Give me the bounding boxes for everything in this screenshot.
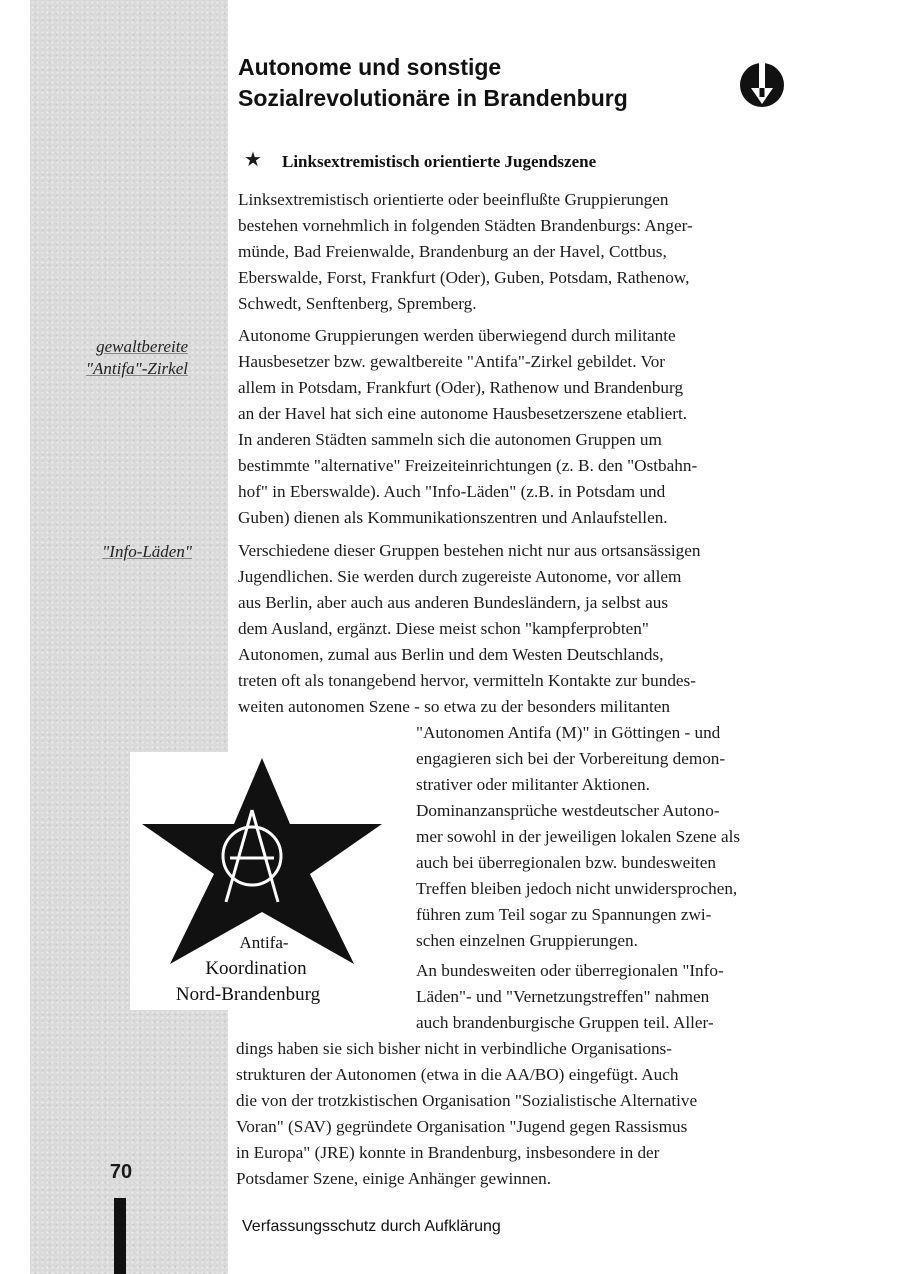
paragraph-2 <box>238 323 697 531</box>
margin-note-line: "Antifa"-Zirkel <box>85 359 188 378</box>
text-line: Dominanzansprüche westdeutscher Autono- <box>416 801 720 820</box>
text-line: bestimmte "alternative" Freizeiteinrichtungen (z. B. den "Ostbahn- <box>238 456 698 475</box>
paragraph-3-continued <box>416 720 740 954</box>
footer-text: Verfassungsschutz durch Aufklärung <box>242 1218 501 1235</box>
star-icon: ★ <box>244 149 262 171</box>
page-title-line: Sozialrevolutionäre in Brandenburg <box>238 85 628 111</box>
section-heading: Linksextremistisch orientierte Jugendszene <box>282 152 597 171</box>
text-line: allem in Potsdam, Frankfurt (Oder), Rathenow und Brandenburg <box>238 378 684 397</box>
text-line: Läden"- und "Vernetzungstreffen" nahmen <box>416 987 710 1006</box>
page-title-line: Autonome und sonstige <box>238 54 502 80</box>
text-line: Treffen bleiben jedoch nicht unwidersprochen, <box>416 879 738 898</box>
text-line: "Autonomen Antifa (M)" in Göttingen - und <box>416 723 721 742</box>
text-line: strativer oder militanter Aktionen. <box>416 775 650 794</box>
text-line: hof" in Eberswalde). Auch "Info-Läden" (z.B. in Potsdam und <box>238 482 666 501</box>
circle-arrow-emblem-icon <box>736 58 788 110</box>
text-line: bestehen vornehmlich in folgenden Städten Brandenburgs: Anger- <box>238 216 693 235</box>
page-number-bar <box>114 1198 126 1274</box>
text-line: Schwedt, Senftenberg, Spremberg. <box>238 294 477 313</box>
emblem-text-line: Antifa- <box>239 933 289 952</box>
margin-note-line: gewaltbereite <box>96 337 188 356</box>
margin-note-antifa <box>30 336 188 380</box>
emblem-text-line: Nord-Brandenburg <box>175 984 321 1005</box>
paragraph-3 <box>238 538 700 720</box>
text-line: Linksextremistisch orientierte oder beeinflußte Gruppierungen <box>238 190 669 209</box>
star-anarchy-emblem-icon <box>130 752 398 1010</box>
text-line: an der Havel hat sich eine autonome Hausbesetzerszene etabliert. <box>238 404 688 423</box>
text-line: engagieren sich bei der Vorbereitung demon- <box>416 749 726 768</box>
text-line: Voran" (SAV) gegründete Organisation "Jugend gegen Rassismus <box>236 1117 688 1136</box>
text-line: führen zum Teil sogar zu Spannungen zwi- <box>416 905 712 924</box>
text-line: In anderen Städten sammeln sich die autonomen Gruppen um <box>238 430 662 449</box>
text-line: münde, Bad Freienwalde, Brandenburg an der Havel, Cottbus, <box>238 242 667 261</box>
text-line: die von der trotzkistischen Organisation "Sozialistische Alternative <box>236 1091 698 1110</box>
text-line: Autonomen, zumal aus Berlin und dem Westen Deutschlands, <box>238 645 664 664</box>
text-line: An bundesweiten oder überregionalen "Info- <box>416 961 724 980</box>
text-line: treten oft als tonangebend hervor, vermitteln Kontakte zur bundes- <box>238 671 696 690</box>
paragraph-4-continued <box>236 1036 697 1192</box>
text-line: schen einzelnen Gruppierungen. <box>416 931 638 950</box>
text-line: Jugendlichen. Sie werden durch zugereiste Autonome, vor allem <box>238 567 682 586</box>
text-line: aus Berlin, aber auch aus anderen Bundesländern, ja selbst aus <box>238 593 669 612</box>
text-line: in Europa" (JRE) konnte in Brandenburg, insbesondere in der <box>236 1143 660 1162</box>
page-number: 70 <box>109 1161 133 1183</box>
text-line: dem Ausland, ergänzt. Diese meist schon "kampferprobten" <box>238 619 649 638</box>
emblem-text-line: Koordination <box>205 958 307 979</box>
text-line: Eberswalde, Forst, Frankfurt (Oder), Guben, Potsdam, Rathenow, <box>238 268 690 287</box>
text-line: Verschiedene dieser Gruppen bestehen nicht nur aus ortsansässigen <box>238 541 701 560</box>
text-line: dings haben sie sich bisher nicht in verbindliche Organisations- <box>236 1039 672 1058</box>
margin-note-line: "Info-Läden" <box>102 542 192 561</box>
paragraph-1 <box>238 187 693 317</box>
text-line: strukturen der Autonomen (etwa in die AA/BO) eingefügt. Auch <box>236 1065 679 1084</box>
text-line: Potsdamer Szene, einige Anhänger gewinnen. <box>236 1169 552 1188</box>
text-line: mer sowohl in der jeweiligen lokalen Szene als <box>416 827 741 846</box>
text-line: Autonome Gruppierungen werden überwiegend durch militante <box>238 326 676 345</box>
text-line: auch brandenburgische Gruppen teil. Aller- <box>416 1013 714 1032</box>
text-line: weiten autonomen Szene - so etwa zu der besonders militanten <box>238 697 670 716</box>
text-line: auch bei überregionalen bzw. bundesweiten <box>416 853 717 872</box>
sidebar <box>30 0 228 1274</box>
paragraph-4 <box>416 958 724 1036</box>
page-title <box>238 52 628 114</box>
text-line: Guben) dienen als Kommunikationszentren und Anlaufstellen. <box>238 508 668 527</box>
margin-note-info-laeden <box>30 541 192 563</box>
text-line: Hausbesetzer bzw. gewaltbereite "Antifa"-Zirkel gebildet. Vor <box>238 352 666 371</box>
